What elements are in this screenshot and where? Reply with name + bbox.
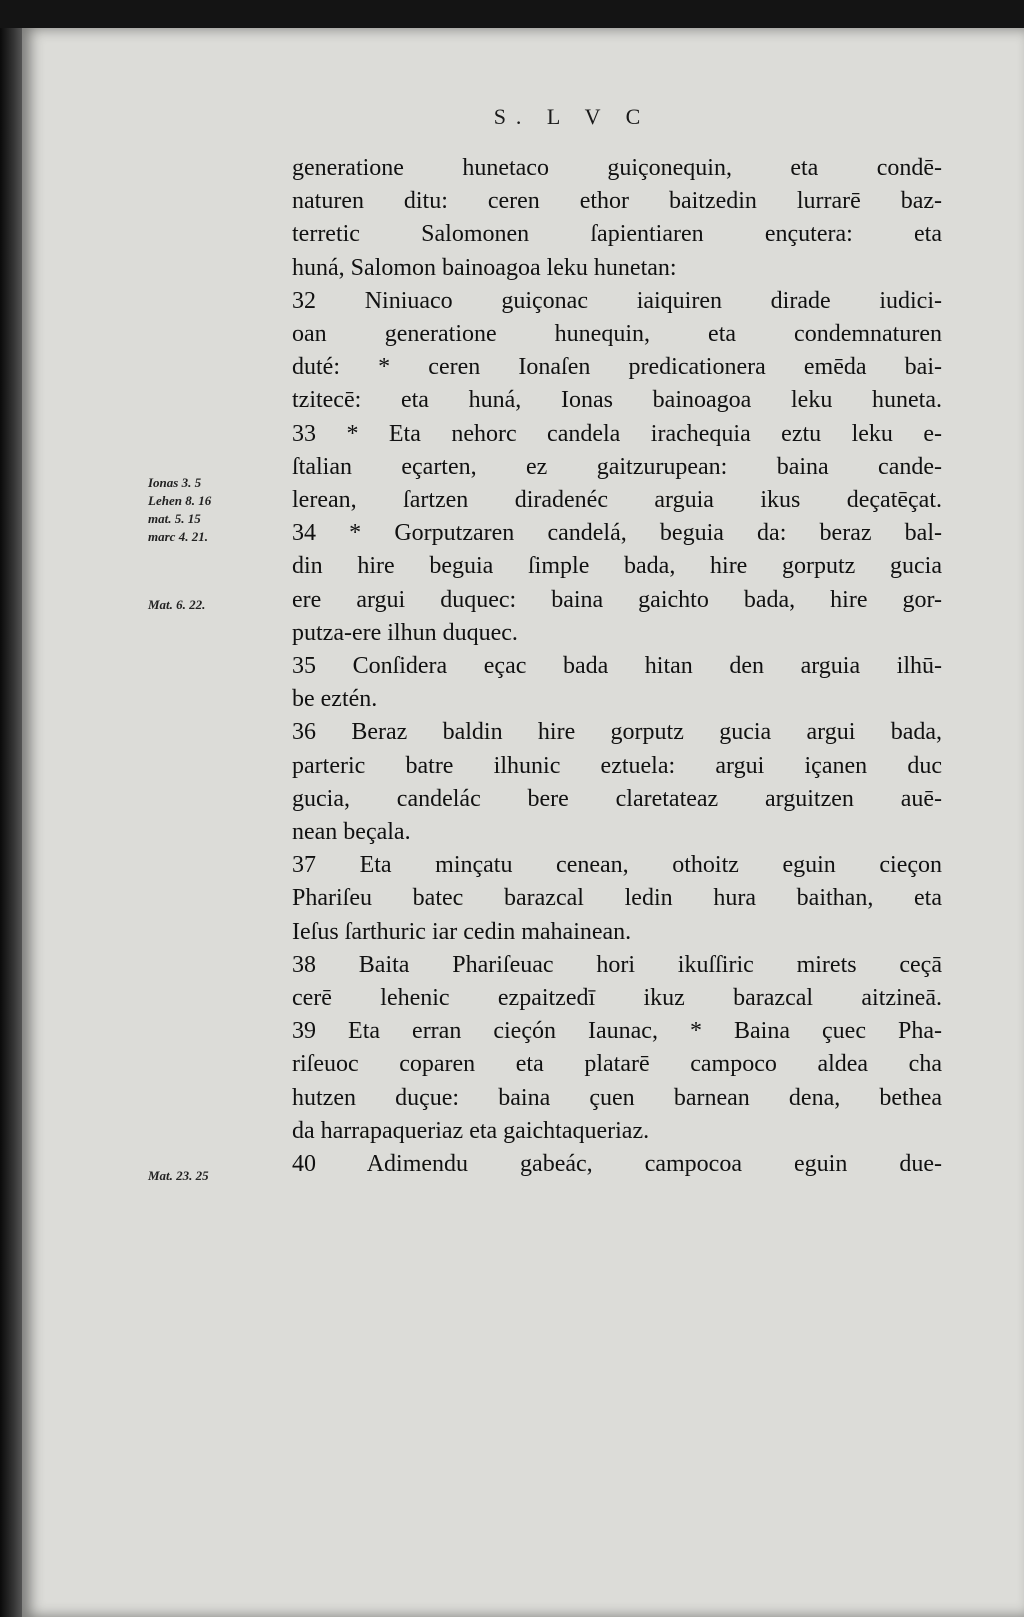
margin-note: marc 4. 21. <box>148 529 208 544</box>
text-line: 33 * Eta nehorc candela irachequia eztu leku e- <box>292 420 942 447</box>
text-line: putza-ere ilhun duquec. <box>292 619 518 646</box>
text-line: generatione hunetaco guiçonequin, eta condē- <box>292 155 942 181</box>
text-line: 35 Conſidera eçac bada hitan den arguia ilhū- <box>292 653 942 680</box>
text-line: 39 Eta erran cieçón Iaunac, * Baina çuec Pha- <box>292 1018 942 1045</box>
text-line: riſeuoc coparen eta platarē campoco aldea cha <box>292 1051 942 1078</box>
text-line: Ieſus ſarthuric iar cedin mahainean. <box>292 918 632 945</box>
text-line: 34 * Gorputzaren candelá, beguia da: beraz bal- <box>292 520 942 547</box>
text-line: duté: * ceren Ionaſen predicationera emēda bai- <box>292 354 942 381</box>
text-line: huná, Salomon bainoagoa leku hunetan: <box>292 254 677 281</box>
text-line: gucia, candelác bere claretateaz arguitzen auē- <box>292 785 942 812</box>
text-line: 37 Eta minçatu cenean, othoitz eguin cieçon <box>292 852 942 879</box>
book-spine <box>0 28 22 1617</box>
margin-note: Mat. 23. 25 <box>148 1168 209 1183</box>
margin-note: Mat. 6. 22. <box>148 597 206 612</box>
text-line: din hire beguia ſimple bada, hire gorputz gucia <box>292 553 942 580</box>
text-line: ere argui duquec: baina gaichto bada, hire gor- <box>292 586 942 613</box>
text-line: 38 Baita Phariſeuac hori ikuſſiric mirets ceçā <box>292 951 942 978</box>
text-line: be eztén. <box>292 686 378 713</box>
text-line: naturen ditu: ceren ethor baitzedin lurrarē baz- <box>292 188 942 215</box>
running-head: S. L V C <box>493 104 651 129</box>
text-line: da harrapaqueriaz eta gaichtaqueriaz. <box>292 1117 650 1144</box>
text-line: nean beçala. <box>292 819 411 846</box>
text-line: terretic Salomonen ſapientiaren ençutera: eta <box>292 221 942 248</box>
margin-note: Lehen 8. 16 <box>148 493 212 508</box>
text-line: Phariſeu batec barazcal ledin hura baithan, eta <box>292 885 942 912</box>
text-line: oan generatione hunequin, eta condemnaturen <box>292 321 942 348</box>
margin-note: mat. 5. 15 <box>148 511 201 526</box>
text-line: tzitecē: eta huná, Ionas bainoagoa leku huneta. <box>292 387 942 414</box>
text-line: 36 Beraz baldin hire gorputz gucia argui bada, <box>292 719 942 746</box>
text-line: hutzen duçue: baina çuen barnean dena, bethea <box>292 1084 942 1111</box>
text-line: cerē lehenic ezpaitzedī ikuz barazcal aitzineā. <box>292 985 942 1012</box>
body-text <box>292 152 942 1181</box>
margin-note: Ionas 3. 5 <box>148 475 202 490</box>
text-line: 40 Adimendu gabeác, campocoa eguin due- <box>292 1151 942 1178</box>
text-line: parteric batre ilhunic eztuela: argui içanen duc <box>292 752 942 779</box>
text-line: lerean, ſartzen diradenéc arguia ikus deçatēçat. <box>292 487 942 514</box>
text-line: 32 Niniuaco guiçonac iaiquiren dirade iudici- <box>292 287 942 314</box>
text-line: ſtalian eçarten, ez gaitzurupean: baina cande- <box>292 453 942 480</box>
